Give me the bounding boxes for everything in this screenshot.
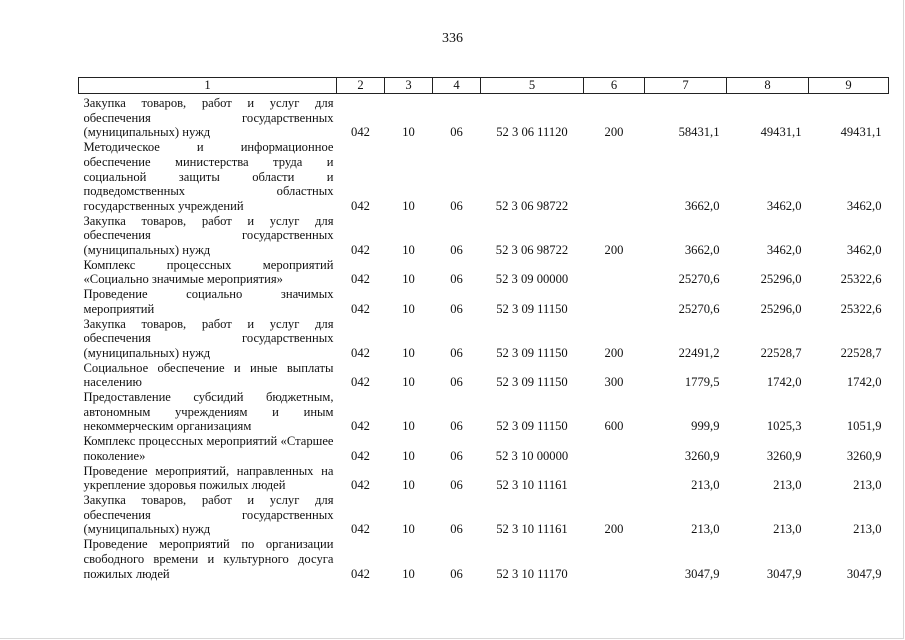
amount-col8: 3047,9 xyxy=(766,566,802,581)
column-header: 4 xyxy=(433,78,481,94)
expense-type: 300 xyxy=(604,375,624,390)
amount-col9: 49431,1 xyxy=(840,125,882,140)
amount-col7: 58431,1 xyxy=(678,125,720,140)
section-code: 10 xyxy=(402,448,415,463)
amount-col8: 3462,0 xyxy=(766,198,802,213)
section-code: 10 xyxy=(402,375,415,390)
subsection-code: 06 xyxy=(450,125,463,140)
column-header: 7 xyxy=(645,78,727,94)
target-article: 52 3 06 11120 xyxy=(496,125,568,140)
amount-col9: 1742,0 xyxy=(846,375,882,390)
column-header: 2 xyxy=(337,78,385,94)
section-code: 10 xyxy=(402,345,415,360)
amount-col9: 1051,9 xyxy=(846,419,882,434)
row-name: Проведение мероприятий по организации свободного времени и культурного досуга пожилых людей xyxy=(83,537,334,581)
subsection-code: 06 xyxy=(450,272,463,287)
subsection-code: 06 xyxy=(450,448,463,463)
section-code: 10 xyxy=(402,522,415,537)
ministry-code: 042 xyxy=(351,522,370,537)
amount-col9: 3047,9 xyxy=(846,566,882,581)
table-row xyxy=(79,258,889,287)
target-article: 52 3 09 11150 xyxy=(496,345,568,360)
amount-col8: 1742,0 xyxy=(766,375,802,390)
section-code: 10 xyxy=(402,301,415,316)
target-article: 52 3 06 98722 xyxy=(495,243,569,258)
column-header: 8 xyxy=(727,78,809,94)
amount-col9: 25322,6 xyxy=(840,272,882,287)
table-row xyxy=(79,361,889,390)
target-article: 52 3 09 11150 xyxy=(496,419,568,434)
amount-col9: 213,0 xyxy=(853,522,882,537)
table-row xyxy=(79,140,889,214)
section-code: 10 xyxy=(402,566,415,581)
target-article: 52 3 09 11150 xyxy=(496,375,568,390)
ministry-code: 042 xyxy=(351,301,370,316)
target-article: 52 3 10 00000 xyxy=(495,448,569,463)
amount-col7: 999,9 xyxy=(691,419,720,434)
section-code: 10 xyxy=(402,198,415,213)
ministry-code: 042 xyxy=(351,478,370,493)
expense-type xyxy=(584,287,645,316)
section-code: 10 xyxy=(402,478,415,493)
target-article: 52 3 10 11161 xyxy=(496,522,568,537)
subsection-code: 06 xyxy=(450,419,463,434)
table-row xyxy=(79,94,889,141)
amount-col8: 213,0 xyxy=(773,478,802,493)
table-row xyxy=(79,390,889,434)
ministry-code: 042 xyxy=(351,419,370,434)
amount-col8: 25296,0 xyxy=(760,272,802,287)
amount-col8: 1025,3 xyxy=(766,419,802,434)
expense-type xyxy=(584,434,645,463)
row-name: Закупка товаров, работ и услуг для обеспечения государственных (муниципальных) нужд xyxy=(83,316,334,360)
header-row xyxy=(79,78,889,94)
subsection-code: 06 xyxy=(450,478,463,493)
subsection-code: 06 xyxy=(450,243,463,258)
page-number: 336 xyxy=(442,31,463,46)
section-code: 10 xyxy=(402,125,415,140)
ministry-code: 042 xyxy=(351,375,370,390)
table-row xyxy=(79,434,889,463)
expense-type xyxy=(584,464,645,493)
subsection-code: 06 xyxy=(450,301,463,316)
expense-type xyxy=(584,258,645,287)
amount-col7: 22491,2 xyxy=(678,345,720,360)
amount-col9: 3260,9 xyxy=(846,448,882,463)
row-name: Комплекс процессных мероприятий «Старшее поколение» xyxy=(83,434,334,463)
column-header: 1 xyxy=(79,78,337,94)
target-article: 52 3 09 11150 xyxy=(496,301,568,316)
table-row xyxy=(79,493,889,537)
row-name: Методическое и информационное обеспечение министерства труда и социальной защиты области и подведомственных областных государственных учреждений xyxy=(83,140,334,213)
section-code: 10 xyxy=(402,419,415,434)
amount-col8: 213,0 xyxy=(773,522,802,537)
ministry-code: 042 xyxy=(351,448,370,463)
amount-col9: 213,0 xyxy=(853,478,882,493)
subsection-code: 06 xyxy=(450,345,463,360)
table-row xyxy=(79,464,889,493)
expense-type xyxy=(584,537,645,581)
row-name: Закупка товаров, работ и услуг для обеспечения государственных (муниципальных) нужд xyxy=(83,492,334,537)
amount-col7: 3047,9 xyxy=(684,566,720,581)
table-row xyxy=(79,317,889,361)
target-article: 52 3 09 00000 xyxy=(495,272,569,287)
column-header: 5 xyxy=(481,78,584,94)
subsection-code: 06 xyxy=(450,375,463,390)
table-row xyxy=(79,537,889,581)
section-code: 10 xyxy=(402,243,415,258)
amount-col9: 22528,7 xyxy=(840,345,882,360)
budget-table xyxy=(78,77,889,581)
column-header: 3 xyxy=(385,78,433,94)
expense-type: 200 xyxy=(604,125,624,140)
section-code: 10 xyxy=(402,272,415,287)
row-name: Комплекс процессных мероприятий «Социально значимые мероприятия» xyxy=(83,257,334,287)
amount-col7: 213,0 xyxy=(691,478,720,493)
row-name: Предоставление субсидий бюджетным, автономным учреждениям и иным некоммерческим организациям xyxy=(83,390,334,434)
column-header: 6 xyxy=(584,78,645,94)
row-name: Закупка товаров, работ и услуг для обеспечения государственных (муниципальных) нужд xyxy=(83,213,334,258)
expense-type: 200 xyxy=(604,243,624,258)
amount-col7: 1779,5 xyxy=(684,375,720,390)
amount-col7: 3662,0 xyxy=(684,243,720,258)
subsection-code: 06 xyxy=(450,198,463,213)
column-header: 9 xyxy=(809,78,889,94)
expense-type: 200 xyxy=(604,522,624,537)
amount-col8: 3462,0 xyxy=(766,243,802,258)
amount-col7: 25270,6 xyxy=(678,272,720,287)
row-name: Проведение мероприятий, направленных на укрепление здоровья пожилых людей xyxy=(83,463,334,493)
amount-col9: 3462,0 xyxy=(846,243,882,258)
ministry-code: 042 xyxy=(351,243,370,258)
subsection-code: 06 xyxy=(450,522,463,537)
subsection-code: 06 xyxy=(450,566,463,581)
row-name: Проведение социально значимых мероприятий xyxy=(83,287,334,316)
ministry-code: 042 xyxy=(351,345,370,360)
target-article: 52 3 10 11170 xyxy=(496,566,568,581)
ministry-code: 042 xyxy=(351,125,370,140)
target-article: 52 3 10 11161 xyxy=(496,478,568,493)
amount-col8: 3260,9 xyxy=(766,448,802,463)
amount-col9: 3462,0 xyxy=(846,198,882,213)
amount-col7: 213,0 xyxy=(691,522,720,537)
table-row xyxy=(79,214,889,258)
amount-col7: 3260,9 xyxy=(684,448,720,463)
amount-col8: 25296,0 xyxy=(760,301,802,316)
amount-col7: 25270,6 xyxy=(678,301,720,316)
table-row xyxy=(79,287,889,316)
expense-type: 600 xyxy=(604,419,624,434)
expense-type: 200 xyxy=(604,345,624,360)
amount-col9: 25322,6 xyxy=(840,301,882,316)
row-name: Социальное обеспечение и иные выплаты населению xyxy=(83,360,334,390)
expense-type xyxy=(584,140,645,214)
amount-col7: 3662,0 xyxy=(684,198,720,213)
row-name: Закупка товаров, работ и услуг для обеспечения государственных (муниципальных) нужд xyxy=(83,96,334,140)
amount-col8: 49431,1 xyxy=(760,125,802,140)
ministry-code: 042 xyxy=(351,198,370,213)
target-article: 52 3 06 98722 xyxy=(495,198,569,213)
ministry-code: 042 xyxy=(351,272,370,287)
ministry-code: 042 xyxy=(351,566,370,581)
amount-col8: 22528,7 xyxy=(760,345,802,360)
